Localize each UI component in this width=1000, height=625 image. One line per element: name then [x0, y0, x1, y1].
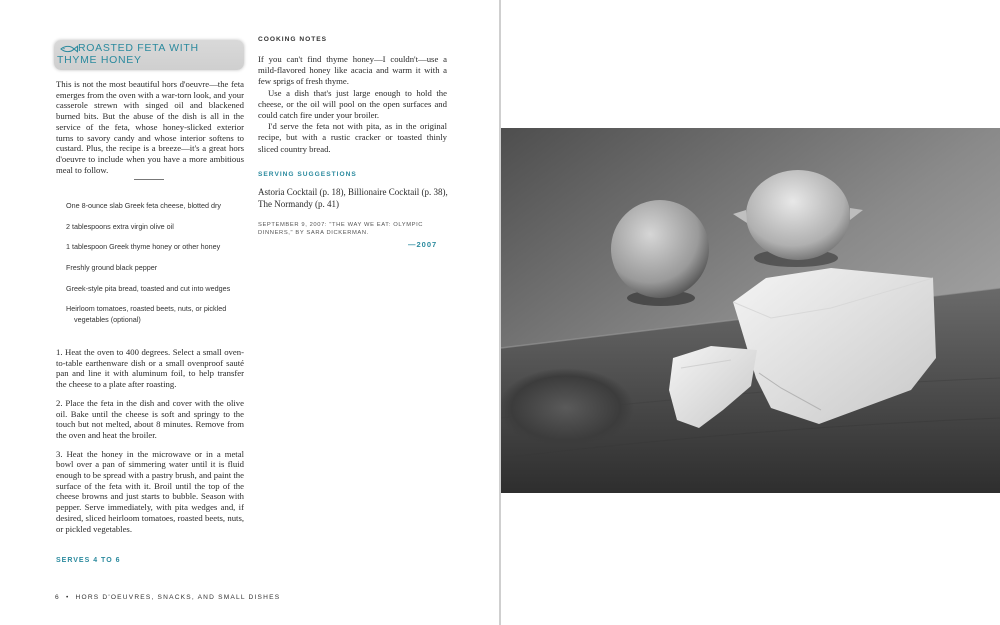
serves-label: SERVES 4 TO 6: [56, 557, 121, 564]
recipe-steps: [56, 347, 244, 542]
right-page: [501, 0, 1000, 625]
footer-bullet: •: [65, 594, 70, 601]
recipe-step: 1. Heat the oven to 400 degrees. Select a small oven-to-table earthenware dish or a small ovenproof sauté pan and line it with aluminum foil, to help transfer the cheese to a plate after roasting.: [56, 347, 244, 390]
recipe-intro: This is not the most beautiful hors d'oeuvre—the feta emerges from the oven with a war-torn look, and your casserole strewn with singed oil and blackened burned bits. But the abuse of the dish is all in the service of the feta, whose honey-slicked exterior turns to savory candy and whose interior softens to custard. Plus, the recipe is a breeze—it's a great hors d'oeuvre to include when you have a more ambitious meal to follow.: [56, 79, 244, 175]
ingredient-item: 1 tablespoon Greek thyme honey or other honey: [66, 242, 221, 252]
ingredient-item: Heirloom tomatoes, roasted beets, nuts, or pickled vegetables (optional): [66, 304, 227, 324]
ingredient-item: Greek-style pita bread, toasted and cut into wedges: [66, 283, 231, 293]
recipe-step: 3. Heat the honey in the microwave or in a metal bowl over a pan of simmering water until it is fluid enough to be spread with a pastry brush, and paint the surface of the feta with it. Broil until the top of the cheese browns and just starts to bubble. Season with pepper. Serve immediately, with pita wedges and, if desired, sliced heirloom tomatoes, roasted beets, nuts, or pickled vegetables.: [56, 448, 244, 534]
source-year: —2007: [408, 240, 438, 249]
ingredient-item: Freshly ground black pepper: [66, 263, 158, 273]
section-title: HORS D'OEUVRES, SNACKS, AND SMALL DISHES: [75, 594, 281, 601]
page-number: 6: [55, 594, 60, 601]
section-divider: [134, 179, 164, 180]
serving-suggestions-heading: SERVING SUGGESTIONS: [258, 171, 357, 178]
recipe-title-line1: ROASTED FETA WITH: [78, 42, 199, 54]
source-citation: SEPTEMBER 9, 2007: "THE WAY WE EAT: OLYMPIC DINNERS," BY SARA DICKERMAN.: [258, 222, 424, 236]
feta-photo: [501, 128, 1000, 493]
fish-icon: [60, 45, 78, 53]
serving-suggestions: Astoria Cocktail (p. 18), Billionaire Cocktail (p. 38), The Normandy (p. 41): [258, 187, 448, 209]
cooking-note: If you can't find thyme honey—I couldn't—use a mild-flavored honey like acacia and warm it with a few sprigs of fresh thyme.: [258, 54, 447, 87]
recipe-step: 2. Place the feta in the dish and cover with the olive oil. Bake until the cheese is soft and springy to the touch but not melted, about 8 minutes. Remove from the oven and heat the broiler.: [56, 397, 244, 440]
recipe-title-line2: THYME HONEY: [57, 54, 142, 66]
cooking-notes-heading: COOKING NOTES: [258, 36, 328, 43]
ingredient-list: [66, 201, 246, 336]
ingredient-item: One 8-ounce slab Greek feta cheese, blotted dry: [66, 201, 222, 210]
recipe-title-banner: [54, 40, 244, 70]
cooking-notes: [258, 54, 447, 155]
page-footer: [55, 594, 280, 601]
cooking-note: Use a dish that's just large enough to hold the cheese, or the oil will pool on the open surfaces and could catch fire under your broiler.: [258, 87, 447, 121]
ingredient-item: 2 tablespoons extra virgin olive oil: [66, 221, 174, 231]
cooking-note: I'd serve the feta not with pita, as in the original recipe, but with a rustic cracker or toasted thinly sliced country bread.: [258, 121, 447, 154]
feta-illustration: [501, 128, 1000, 493]
recipe-title: [57, 42, 244, 66]
